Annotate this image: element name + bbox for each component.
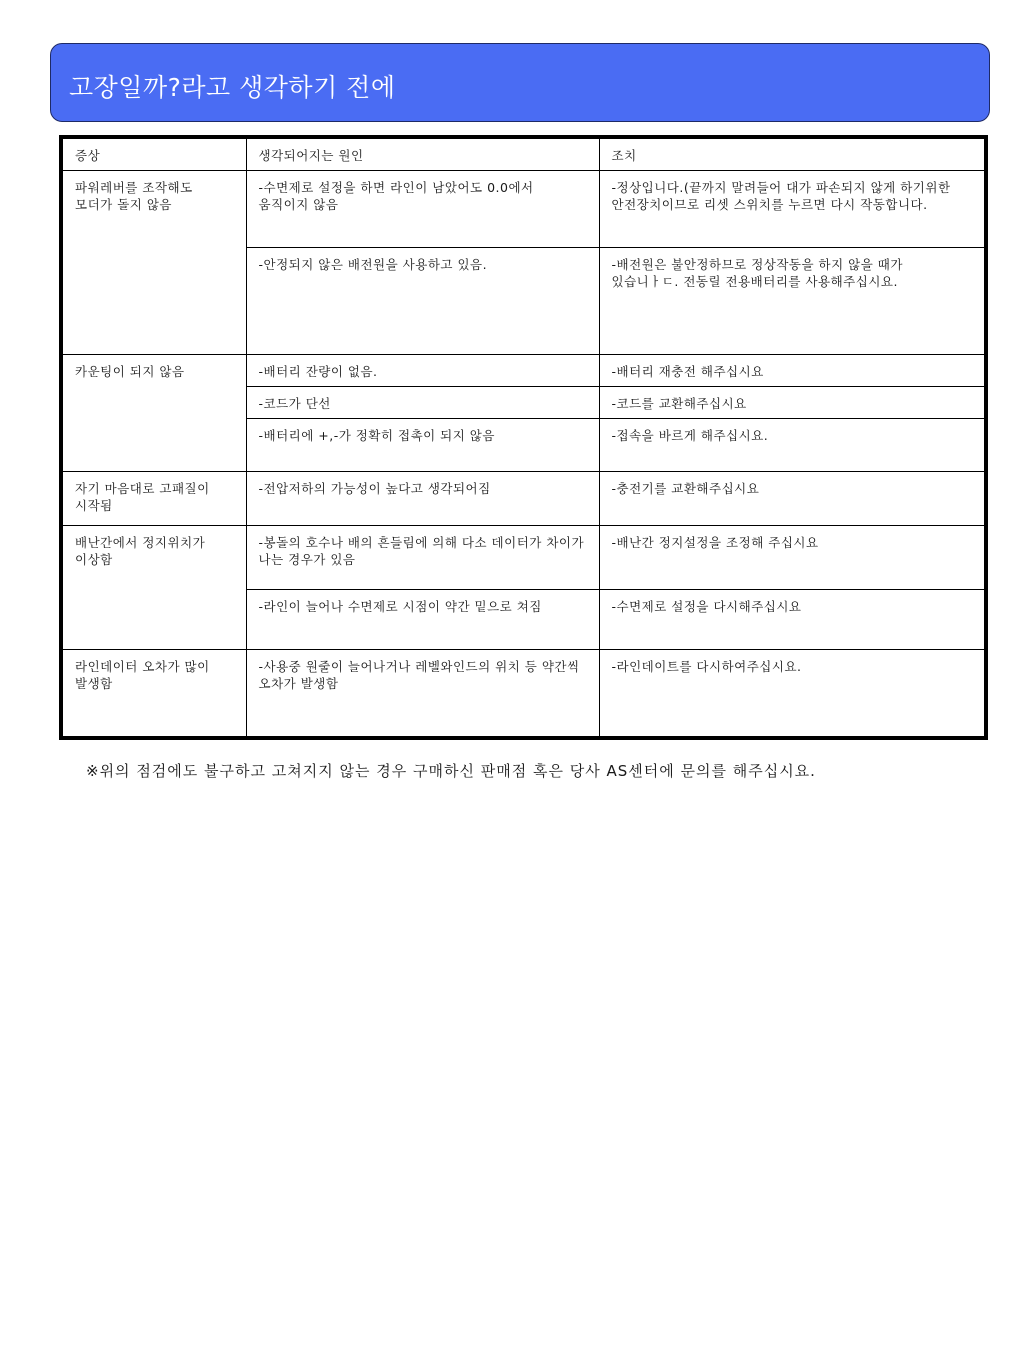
footnote: ※위의 점검에도 불구하고 고쳐지지 않는 경우 구매하신 판매점 혹은 당사 AS센터에 문의를 해주십시요. [86, 762, 816, 780]
symptom-cell: 파워레버를 조작해도 모더가 돌지 않음 [63, 171, 246, 355]
header-symptom: 증상 [63, 139, 246, 171]
symptom-cell: 라인데이터 오차가 많이 발생함 [63, 650, 246, 736]
symptom-cell: 카운팅이 되지 않음 [63, 355, 246, 472]
symptom-cell: 자기 마음대로 고패질이 시작됨 [63, 472, 246, 526]
cause-cell: -라인이 늘어나 수면제로 시점이 약간 밑으로 쳐짐 [246, 590, 599, 650]
table-row [63, 526, 984, 590]
cause-cell: -사용중 원줄이 늘어나거나 레벨와인드의 위치 등 약간씩 오차가 발생함 [246, 650, 599, 736]
action-cell: -배터리 재충전 해주십시요 [599, 355, 984, 387]
cause-cell: -배터리 잔량이 없음. [246, 355, 599, 387]
cause-cell: -코드가 단선 [246, 387, 599, 419]
header-action: 조치 [599, 139, 984, 171]
header-cause: 생각되어지는 원인 [246, 139, 599, 171]
troubleshooting-table [63, 139, 984, 736]
table-header-row [63, 139, 984, 171]
action-cell: -코드를 교환해주십시요 [599, 387, 984, 419]
action-cell: -라인데이트를 다시하여주십시요. [599, 650, 984, 736]
action-cell: -정상입니다.(끝까지 말려들어 대가 파손되지 않게 하기위한 안전장치이므로 리셋 스위치를 누르면 다시 작동합니다. [599, 171, 984, 248]
action-cell: -배난간 정지설정을 조정해 주십시요 [599, 526, 984, 590]
table-row [63, 472, 984, 526]
cause-cell: -전압저하의 가능성이 높다고 생각되어짐 [246, 472, 599, 526]
cause-cell: -배터리에 +,-가 정확히 접촉이 되지 않음 [246, 419, 599, 472]
cause-cell: -안정되지 않은 배전원을 사용하고 있음. [246, 248, 599, 355]
table-row [63, 650, 984, 736]
troubleshooting-table-wrapper [59, 135, 988, 740]
symptom-cell: 배난간에서 정지위치가 이상함 [63, 526, 246, 650]
table-row [63, 171, 984, 248]
page-title: 고장일까?라고 생각하기 전에 [69, 73, 396, 102]
table-row [63, 355, 984, 387]
cause-cell: -수면제로 설정을 하면 라인이 남았어도 0.0에서 움직이지 않음 [246, 171, 599, 248]
action-cell: -접속을 바르게 해주십시요. [599, 419, 984, 472]
action-cell: -충전기를 교환해주십시요 [599, 472, 984, 526]
action-cell: -배전원은 불안정하므로 정상작동을 하지 않을 때가 있습니ㅏㄷ. 전동릴 전용배터리를 사용해주십시요. [599, 248, 984, 355]
title-banner [50, 43, 990, 122]
cause-cell: -봉돌의 호수나 배의 흔들림에 의해 다소 데이터가 차이가 나는 경우가 있음 [246, 526, 599, 590]
action-cell: -수면제로 설정을 다시해주십시요 [599, 590, 984, 650]
